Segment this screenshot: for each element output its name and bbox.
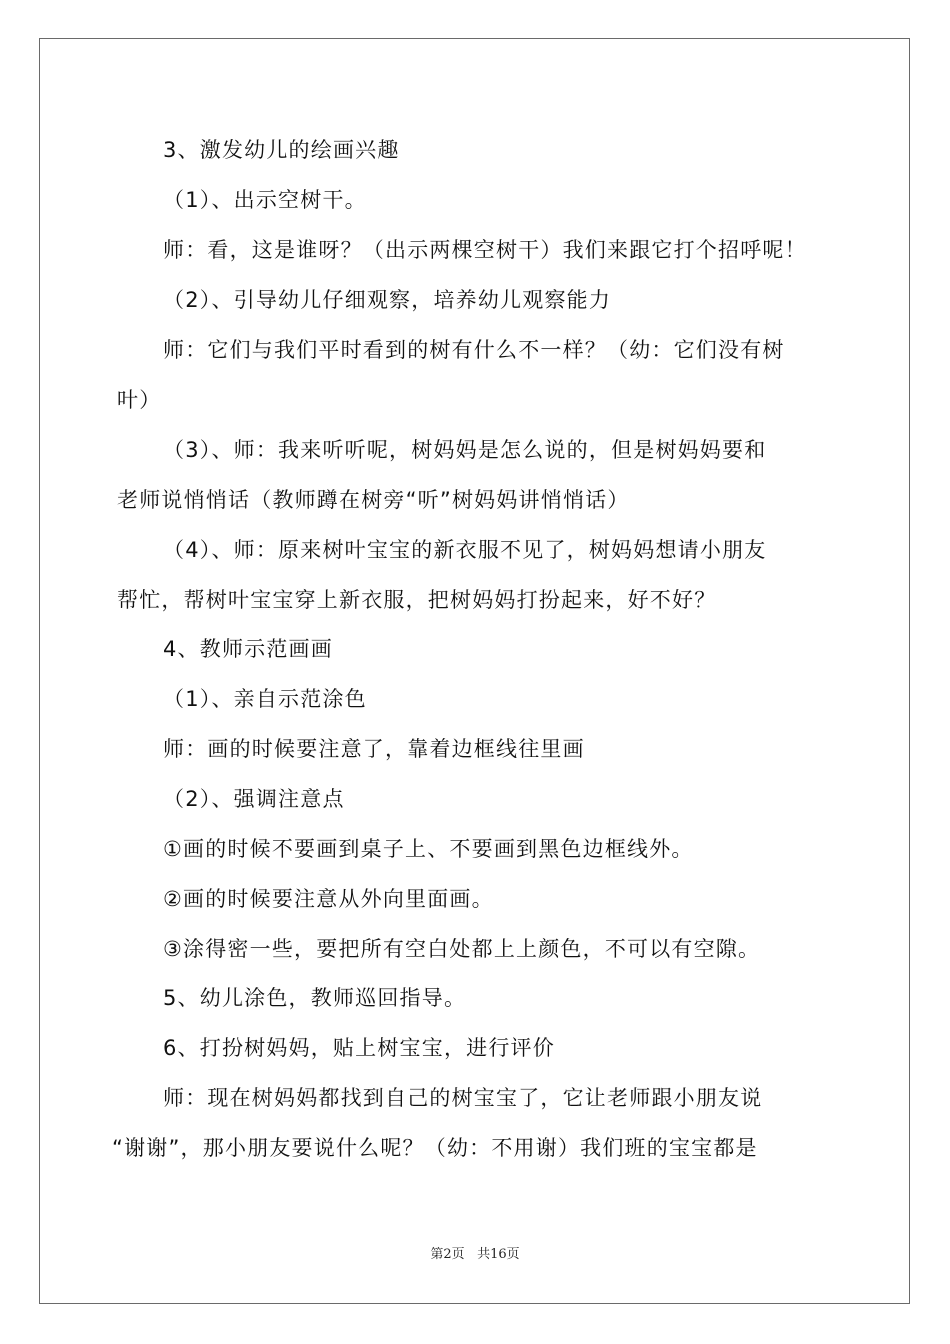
- page-number: 第2页: [430, 1247, 465, 1262]
- paragraph-line: ③涂得密一些，要把所有空白处都上上颜色，不可以有空隙。: [163, 937, 761, 961]
- page-footer: [0, 1247, 950, 1263]
- paragraph-line: （4）、师：原来树叶宝宝的新衣服不见了，树妈妈想请小朋友: [163, 538, 767, 562]
- paragraph-line: 帮忙，帮树叶宝宝穿上新衣服，把树妈妈打扮起来，好不好？: [117, 588, 717, 612]
- section-heading-6: 6、打扮树妈妈，贴上树宝宝，进行评价: [163, 1036, 555, 1060]
- paragraph-line: （2）、强调注意点: [163, 787, 345, 811]
- paragraph-line: （3）、师：我来听听呢，树妈妈是怎么说的，但是树妈妈要和: [163, 438, 767, 462]
- total-pages: 共16页: [477, 1247, 520, 1262]
- paragraph-line: （2）、引导幼儿仔细观察，培养幼儿观察能力: [163, 288, 612, 312]
- paragraph-line: 师：画的时候要注意了，靠着边框线往里画: [163, 737, 585, 761]
- paragraph-line: “谢谢”，那小朋友要说什么呢？（幼：不用谢）我们班的宝宝都是: [112, 1136, 758, 1160]
- paragraph-line: （1）、出示空树干。: [163, 188, 367, 212]
- page-border: [39, 38, 910, 1304]
- paragraph-line: 师：现在树妈妈都找到自己的树宝宝了，它让老师跟小朋友说: [163, 1086, 763, 1110]
- paragraph-line: ①画的时候不要画到桌子上、不要画到黑色边框线外。: [163, 837, 694, 861]
- section-heading-5: 5、幼儿涂色，教师巡回指导。: [163, 986, 467, 1010]
- paragraph-line: ②画的时候要注意从外向里面画。: [163, 887, 494, 911]
- paragraph-line: （1）、亲自示范涂色: [163, 687, 367, 711]
- section-heading-4: 4、教师示范画画: [163, 637, 333, 661]
- paragraph-line: 老师说悄悄话（教师蹲在树旁“听”树妈妈讲悄悄话）: [117, 488, 630, 512]
- section-heading-3: 3、激发幼儿的绘画兴趣: [163, 138, 400, 162]
- paragraph-line: 师：看，这是谁呀？（出示两棵空树干）我们来跟它打个招呼呢！: [163, 238, 807, 262]
- paragraph-line: 师：它们与我们平时看到的树有什么不一样？（幼：它们没有树: [163, 338, 785, 362]
- paragraph-line: 叶）: [117, 388, 162, 412]
